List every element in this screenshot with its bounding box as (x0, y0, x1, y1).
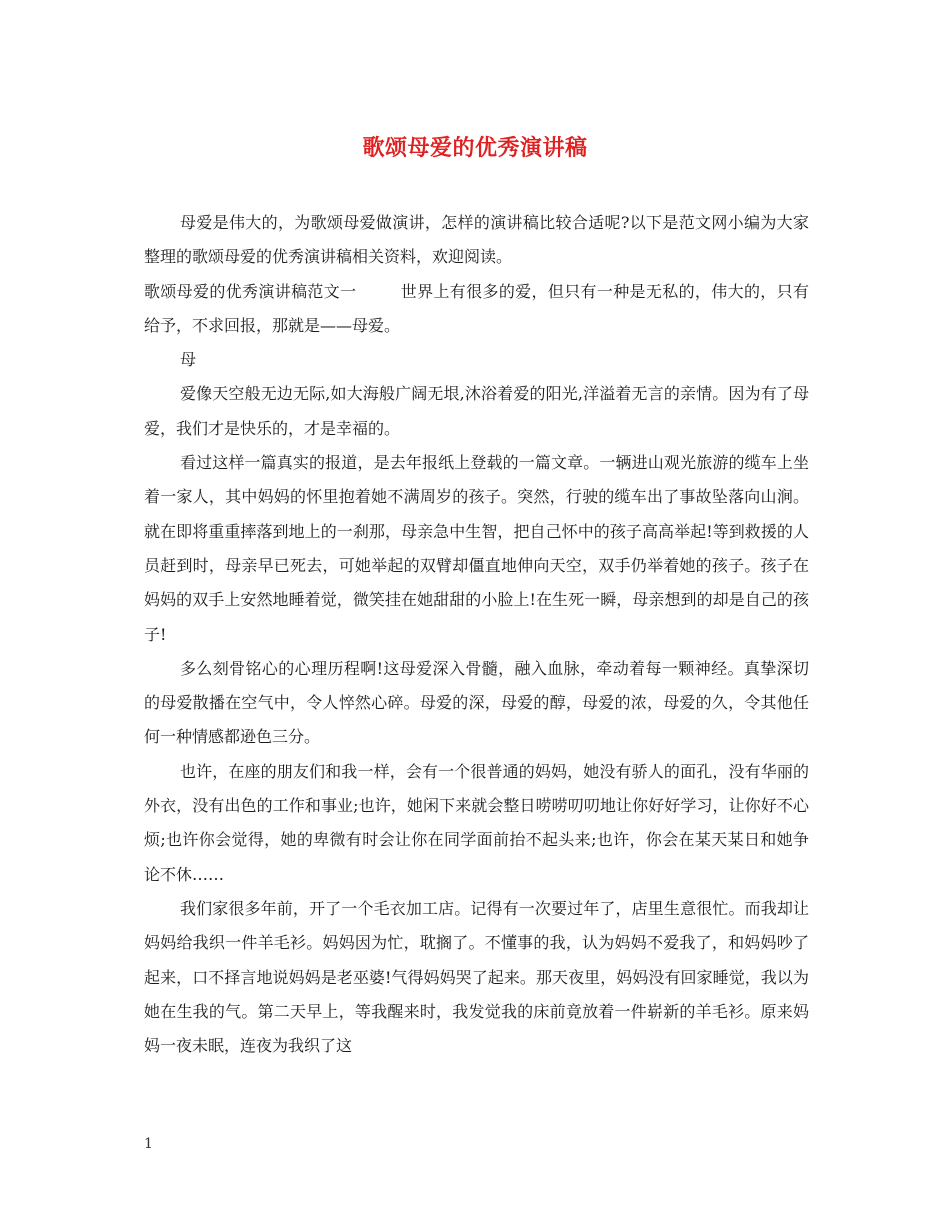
body-paragraph: 看过这样一篇真实的报道，是去年报纸上登载的一篇文章。一辆进山观光旅游的缆车上坐着一家人，其中妈妈的怀里抱着她不满周岁的孩子。突然，行驶的缆车出了事故坠落向山涧。就在即将重重摔落到地上的一刹那，母亲急中生智，把自己怀中的孩子高高举起!等到救援的人员赶到时，母亲早已死去，可她举起的双臂却僵直地伸向天空，双手仍举着她的孩子。孩子在妈妈的双手上安然地睡着觉，微笑挂在她甜甜的小脸上!在生死一瞬，母亲想到的却是自己的孩子! (144, 453, 809, 644)
body-paragraph: 爱像天空般无边无际,如大海般广阔无垠,沐浴着爱的阳光,洋溢着无言的亲情。因为有了母爱，我们才是快乐的，才是幸福的。 (144, 384, 809, 438)
document-title: 歌颂母爱的优秀演讲稿 (362, 135, 588, 161)
body-paragraph: 母 (180, 350, 197, 370)
page-number: 1 (144, 1136, 153, 1152)
body-paragraph: 我们家很多年前，开了一个毛衣加工店。记得有一次要过年了，店里生意很忙。而我却让妈妈给我织一件羊毛衫。妈妈因为忙，耽搁了。不懂事的我，认为妈妈不爱我了，和妈妈吵了起来，口不择言地说妈妈是老巫婆!气得妈妈哭了起来。那天夜里，妈妈没有回家睡觉，我以为她在生我的气。第二天早上，等我醒来时，我发觉我的床前竟放着一件崭新的羊毛衫。原来妈妈一夜未眠，连夜为我织了这 (144, 898, 809, 1056)
body-paragraph: 也许，在座的朋友们和我一样，会有一个很普通的妈妈，她没有骄人的面孔，没有华丽的外衣，没有出色的工作和事业;也许，她闲下来就会整日唠唠叨叨地让你好好学习，让你好不心烦;也许你会觉得，她的卑微有时会让你在同学面前抬不起头来;也许，你会在某天某日和她争论不休…… (144, 761, 809, 884)
section-heading: 歌颂母爱的优秀演讲稿范文一 (144, 281, 357, 301)
section-first-text: 世界上有很多的爱，但只有一种是无私的，伟大的，只有给予，不求回报，那就是——母爱。 (144, 281, 809, 335)
document-body (144, 206, 809, 1063)
body-paragraph: 多么刻骨铭心的心理历程啊!这母爱深入骨髓，融入血脉，牵动着每一颗神经。真挚深切的母爱散播在空气中，令人悴然心碎。母爱的深，母爱的醇，母爱的浓，母爱的久，令其他任何一种情感都逊色三分。 (144, 658, 809, 747)
section-paragraph (144, 275, 809, 344)
intro-paragraph: 母爱是伟大的，为歌颂母爱做演讲，怎样的演讲稿比较合适呢?以下是范文网小编为大家整理的歌颂母爱的优秀演讲稿相关资料，欢迎阅读。 (144, 213, 809, 267)
